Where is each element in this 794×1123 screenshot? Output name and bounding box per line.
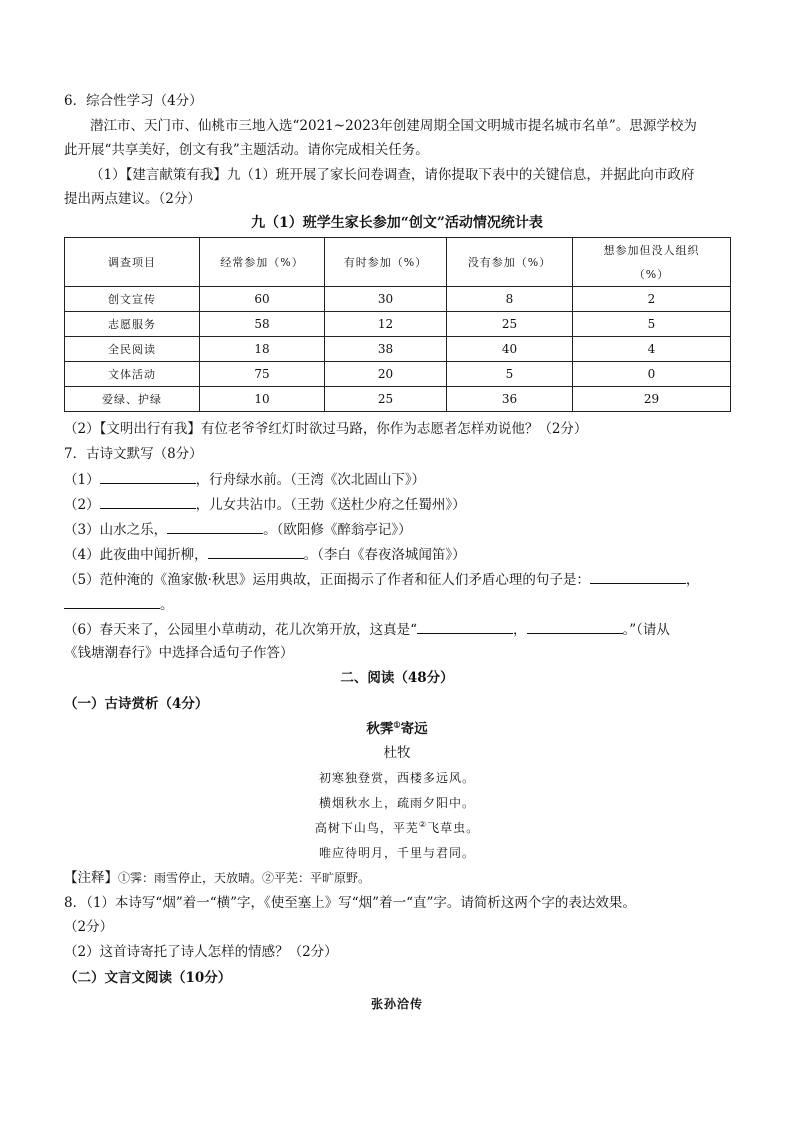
q7-item1-suffix: ，行舟绿水前。（王湾《次北固山下》）: [195, 472, 426, 488]
q7-item1: [64, 470, 425, 489]
table-cell: 8: [447, 287, 573, 312]
q7-item4-suffix: 。（李白《春夜洛城闻笛》）: [303, 547, 466, 563]
table-cell: 4: [573, 337, 731, 362]
article-title: 张孙洽传: [370, 997, 423, 1011]
poem-notes: [64, 869, 370, 887]
table-row: [65, 337, 731, 362]
table-cell: 20: [325, 362, 447, 387]
table-cell: 18: [200, 337, 325, 362]
answer-blank[interactable]: [417, 620, 513, 634]
table-cell: 38: [325, 337, 447, 362]
footnote-marker: ②: [418, 820, 428, 829]
q7-item6-comma: ，: [513, 622, 527, 638]
table-cell: 36: [447, 387, 573, 412]
part2-title: （二）文言文阅读（10分）: [64, 970, 232, 986]
q7-item6-suffix: 。”（请从: [622, 622, 670, 638]
q6-task1-line2: 提出两点建议。（2分）: [64, 191, 201, 207]
q7-item4-prefix: （4）此夜曲中闻折柳，: [64, 547, 208, 563]
q8-line1: 8．（1）本诗写“烟”着一“横”字，《使至塞上》写“烟”着一“直”字。请简析这两个字的表达效果。: [64, 895, 636, 911]
answer-blank[interactable]: [167, 520, 263, 534]
answer-blank[interactable]: [208, 545, 304, 559]
q7-item5-end: 。: [160, 597, 174, 613]
survey-table: [64, 237, 731, 412]
poem-title-part1: 秋霁: [366, 721, 394, 737]
table-header-cell: 没有参加（%）: [447, 238, 573, 287]
table-row: [65, 362, 731, 387]
q7-item6-prefix: （6）春天来了，公园里小草萌动，花儿次第开放，这真是“: [64, 622, 417, 638]
answer-blank[interactable]: [100, 470, 196, 484]
poem-line-part1: 高树下山鸟，平芜: [314, 821, 419, 835]
q7-item5-cont: [64, 595, 174, 614]
table-cell: 2: [573, 287, 731, 312]
q7-item6-cont: 《钱塘潮春行》中选择合适句子作答）: [64, 645, 294, 661]
q7-item1-prefix: （1）: [64, 472, 100, 488]
q8-sub2: （2）这首诗寄托了诗人怎样的情感？（2分）: [64, 944, 338, 960]
table-row: [65, 387, 731, 412]
table-header-cell: 调查项目: [65, 238, 200, 287]
q7-item4: [64, 545, 466, 564]
poem-line: 横烟秋水上，疏雨夕阳中。: [318, 796, 475, 810]
q7-item5: [64, 570, 699, 589]
table-cell: 30: [325, 287, 447, 312]
q7-item2-suffix: ，儿女共沾巾。（王勃《送杜少府之任蜀州》）: [195, 497, 466, 513]
q6-intro-line1: 潜江市、天门市、仙桃市三地入选“2021~2023年创建周期全国文明城市提名城市名单”。思源学校为: [90, 118, 697, 134]
poem-author: 杜牧: [383, 745, 411, 761]
table-cell: 75: [200, 362, 325, 387]
footnote-marker: ①: [393, 719, 401, 730]
table-cell: 文体活动: [65, 362, 200, 387]
table-cell: 40: [447, 337, 573, 362]
poem-title-part2: 寄远: [400, 721, 428, 737]
q6-intro-line2: 此开展“共享美好，创文有我”主题活动。请你完成相关任务。: [64, 142, 429, 158]
table-cell: 25: [325, 387, 447, 412]
q6-task1-line1: （1）【建言献策有我】九（1）班开展了家长问卷调查，请你提取下表中的关键信息，并据此向市政府: [90, 167, 695, 183]
q6-task2: （2）【文明出行有我】有位老爷爷红灯时欲过马路，你作为志愿者怎样劝说他？（2分）: [64, 421, 588, 437]
table-header-cell: 有时参加（%）: [325, 238, 447, 287]
poem-line: [64, 819, 730, 837]
answer-blank[interactable]: [590, 570, 686, 584]
q7-item3-prefix: （3）山水之乐，: [64, 522, 168, 538]
table-cell: 志愿服务: [65, 312, 200, 337]
table-cell: 25: [447, 312, 573, 337]
table-cell: 5: [573, 312, 731, 337]
answer-blank[interactable]: [100, 495, 196, 509]
answer-blank[interactable]: [527, 620, 623, 634]
table-cell: 29: [573, 387, 731, 412]
part1-title: （一）古诗赏析（4分）: [64, 696, 209, 712]
table-cell: 0: [573, 362, 731, 387]
table-row: [65, 312, 731, 337]
table-cell: 创文宣传: [65, 287, 200, 312]
table-cell: 60: [200, 287, 325, 312]
table-header-cell: 经常参加（%）: [200, 238, 325, 287]
poem-line: 唯应待明月，千里与君同。: [318, 846, 475, 860]
q7-item3: [64, 520, 412, 539]
table-cell: 58: [200, 312, 325, 337]
q7-item5-comma: ，: [685, 572, 700, 588]
table-title: 九（1）班学生家长参加“创文”活动情况统计表: [251, 215, 543, 231]
q7-heading: 7．古诗文默写（8分）: [64, 446, 203, 462]
q7-item3-suffix: 。（欧阳修《醉翁亭记》）: [263, 522, 412, 538]
table-header-row: [65, 238, 731, 287]
poem-line-part2: 飞草虫。: [427, 821, 480, 835]
q7-item2: [64, 495, 466, 514]
table-cell: 12: [325, 312, 447, 337]
q7-item2-prefix: （2）: [64, 497, 100, 513]
table-cell: 5: [447, 362, 573, 387]
notes-text: ①霁：雨雪停止，天放晴。②平芜：平旷原野。: [118, 871, 371, 885]
q7-item6: [64, 620, 670, 639]
table-header-line: 想参加但没人组织: [603, 244, 700, 257]
poem-title: [64, 720, 730, 738]
table-header-cell: [573, 238, 731, 287]
table-cell: 爱绿、护绿: [65, 387, 200, 412]
q6-heading: 6．综合性学习（4分）: [64, 93, 203, 109]
notes-label: 【注释】: [64, 870, 118, 886]
table-cell: 10: [200, 387, 325, 412]
q8-line2: （2分）: [64, 919, 114, 935]
q7-item5-prefix: （5）范仲淹的《渔家傲·秋思》运用典故，正面揭示了作者和征人们矛盾心理的句子是：: [64, 572, 590, 588]
poem-line: 初寒独登赏，西楼多远风。: [318, 771, 475, 785]
section-title: 二、阅读（48分）: [340, 670, 454, 686]
answer-blank[interactable]: [64, 595, 160, 609]
table-header-line: （%）: [633, 268, 670, 281]
table-cell: 全民阅读: [65, 337, 200, 362]
table-row: [65, 287, 731, 312]
